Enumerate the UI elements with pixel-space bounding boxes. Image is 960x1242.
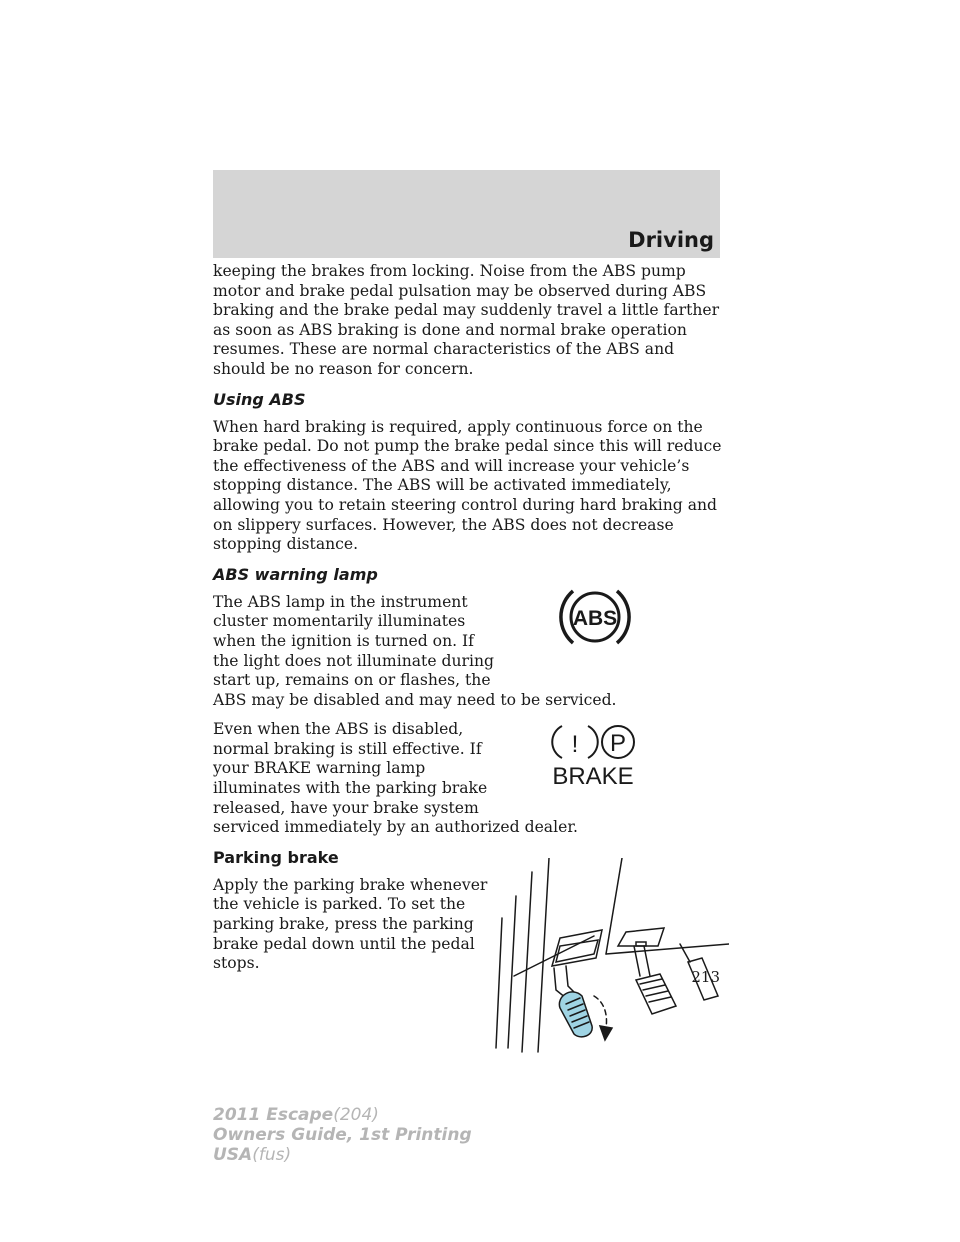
abs-warning-lamp-icon: [559, 585, 631, 649]
using-abs-paragraph: When hard braking is required, apply continuous force on the brake pedal. Do not pump the brake pedal since this will reduce the effectiveness of the ABS and will increase your vehicle’s stopping distance. The ABS will be activated immediately, allowing you to retain steering control during hard braking and on slippery surfaces. However, the ABS does not decrease stopping distance.: [213, 417, 722, 554]
parking-line-4: brake pedal down until the pedal: [213, 934, 475, 953]
brake-warning-paragraph: [213, 720, 723, 838]
brake-line-5: released, have your brake system: [213, 798, 479, 817]
parking-line-3: parking brake, press the parking: [213, 915, 474, 934]
footer-model: 2011 Escape: [213, 1105, 334, 1125]
footer-line-2: Owners Guide, 1st Printing: [213, 1125, 472, 1145]
footer-line-1: [213, 1105, 472, 1125]
abs-line-5: start up, remains on or flashes, the: [213, 671, 491, 690]
abs-icon-label: ABS: [572, 606, 618, 630]
abs-warning-paragraph: [213, 593, 723, 711]
abs-warning-lamp-heading: ABS warning lamp: [213, 564, 378, 584]
abs-line-1: The ABS lamp in the instrument: [213, 592, 468, 611]
abs-line-2: cluster momentarily illuminates: [213, 612, 466, 631]
using-abs-heading: Using ABS: [213, 389, 306, 409]
abs-line-6: ABS may be disabled and may need to be serviced.: [213, 690, 617, 709]
brake-warning-block: [213, 720, 723, 838]
footer-market: USA: [213, 1145, 253, 1165]
parking-line-1: Apply the parking brake whenever: [213, 875, 488, 894]
page-content: [213, 262, 723, 984]
page-number: 213: [691, 968, 720, 986]
brake-line-1: Even when the ABS is disabled,: [213, 720, 464, 739]
footer-model-code: (204): [333, 1105, 379, 1125]
parking-brake-heading: Parking brake: [213, 847, 339, 867]
section-header-band: [213, 170, 720, 258]
abs-line-3: when the ignition is turned on. If: [213, 631, 474, 650]
brake-line-4: illuminates with the parking brake: [213, 779, 488, 798]
document-footer: [213, 1105, 472, 1165]
brake-icon-label: BRAKE: [552, 763, 634, 789]
brake-line-6: serviced immediately by an authorized dealer.: [213, 818, 579, 837]
brake-icon-exclaim: !: [571, 731, 579, 759]
parking-line-5: stops.: [213, 954, 260, 973]
section-title: Driving: [628, 228, 714, 252]
brake-icon-p: P: [609, 730, 627, 758]
footer-market-code: (fus): [252, 1145, 292, 1165]
parking-line-2: the vehicle is parked. To set the: [213, 895, 466, 914]
parking-brake-pedal-illustration: [494, 858, 729, 1058]
brake-line-2: normal braking is still effective. If: [213, 739, 482, 758]
footer-line-3: [213, 1145, 472, 1165]
parking-brake-block: [213, 876, 723, 974]
abs-warning-block: [213, 593, 723, 711]
intro-paragraph: keeping the brakes from locking. Noise from the ABS pump motor and brake pedal pulsation may be observed during ABS braking and the brake pedal may suddenly travel a little farther as soon as ABS braking is done and normal brake operation resumes. These are normal characteristics of the ABS and should be no reason for concern.: [213, 262, 720, 378]
brake-warning-lamp-icon: [540, 722, 646, 788]
brake-line-3: your BRAKE warning lamp: [213, 759, 426, 778]
abs-line-4: the light does not illuminate during: [213, 651, 494, 670]
